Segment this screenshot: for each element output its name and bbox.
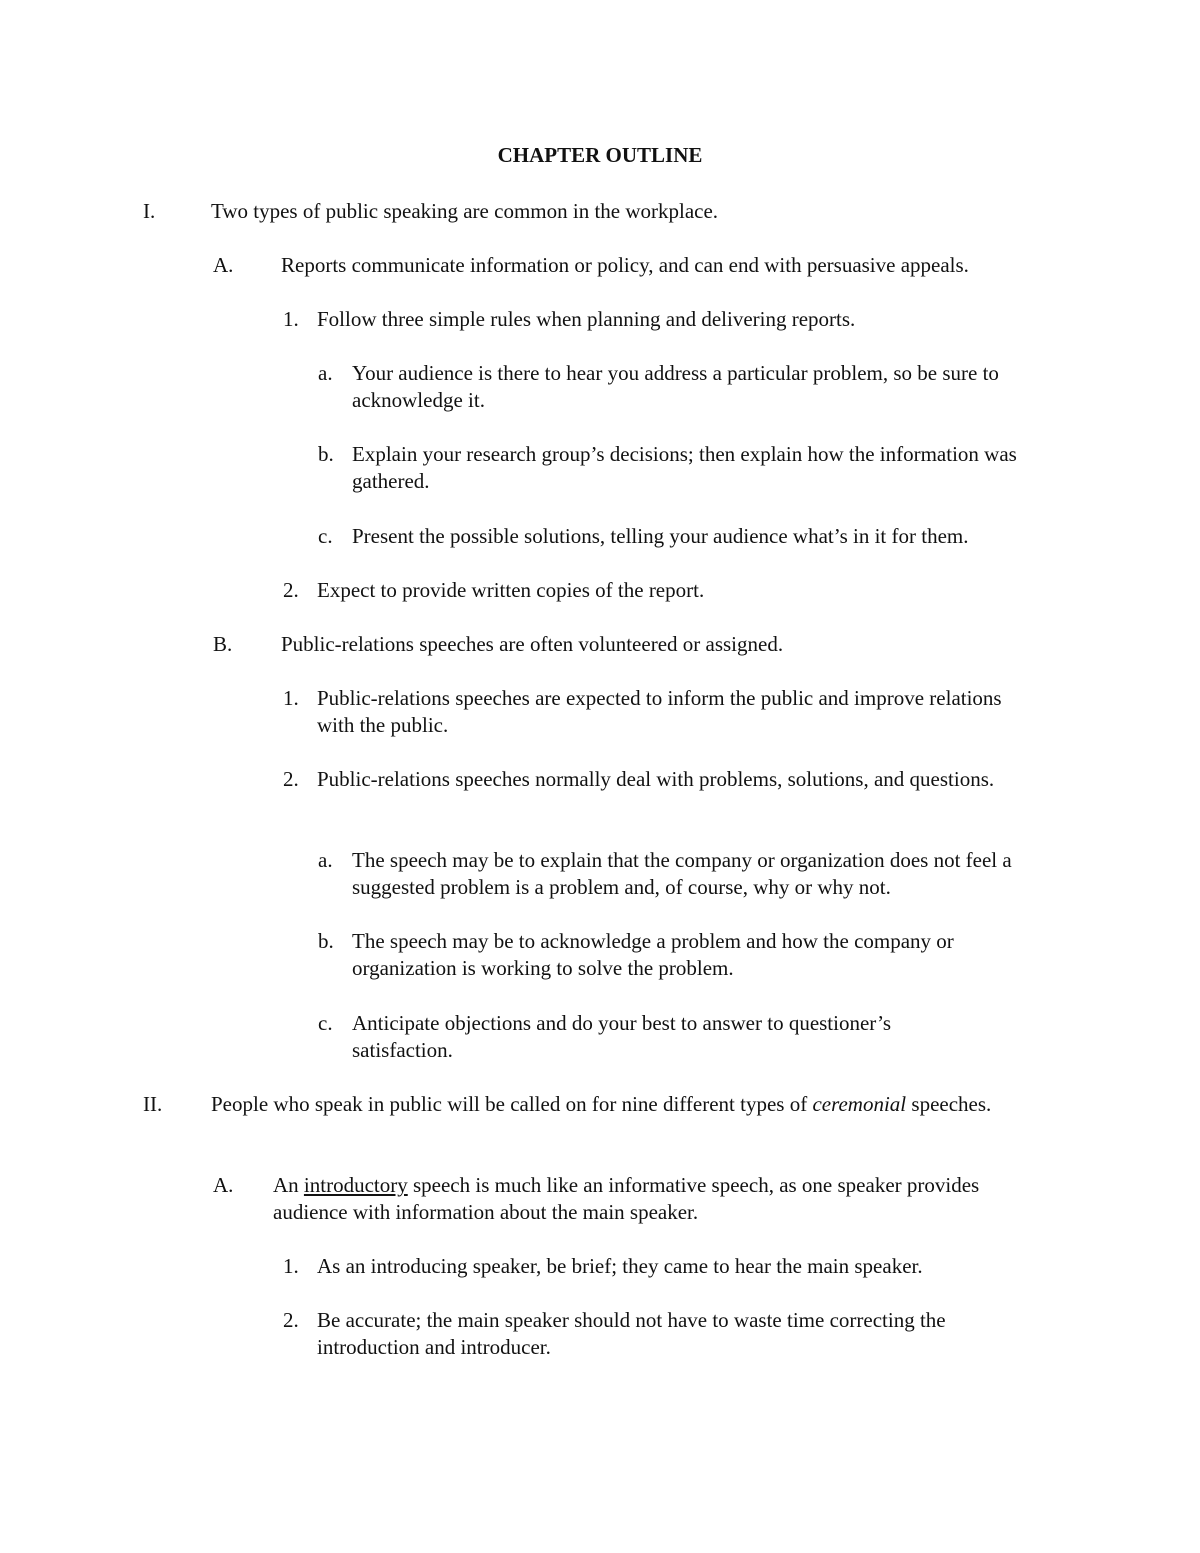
outline-text: Two types of public speaking are common in the workplace. [211,199,719,223]
outline-text-part: speech is much like an informative speech, as one speaker provides audience with information about the main speaker. [273,1173,980,1224]
outline-text: The speech may be to explain that the company or organization does not feel a suggested problem is a problem and, of course, why or why not. [352,848,1012,899]
page-title: CHAPTER OUTLINE [497,143,703,167]
emphasis-ceremonial: ceremonial [812,1092,907,1116]
outline-text: Public-relations speeches are expected to inform the public and improve relations with the public. [317,686,1002,737]
outline-text: Reports communicate information or policy, and can end with persuasive appeals. [281,253,969,277]
outline-text [211,1091,1011,1118]
outline-label: 2. [283,767,299,791]
outline-label: 2. [283,1308,299,1332]
outline-label: I. [143,199,156,223]
outline-label: A. [213,1173,234,1197]
outline-text: Explain your research group’s decisions; then explain how the information was gathered. [352,442,1017,493]
outline-text-part: speeches. [906,1092,992,1116]
outline-label: a. [318,848,333,872]
outline-text: Present the possible solutions, telling your audience what’s in it for them. [352,524,969,548]
outline-label: 2. [283,578,299,602]
outline-text: Anticipate objections and do your best to answer to questioner’s satisfaction. [352,1011,892,1062]
outline-label: 1. [283,686,299,710]
outline-label: b. [318,442,334,466]
outline-text-part: An [273,1173,304,1197]
outline-text: Public-relations speeches normally deal with problems, solutions, and questions. [317,767,995,791]
outline-text: Be accurate; the main speaker should not have to waste time correcting the introduction and introducer. [317,1308,946,1359]
outline-text [273,1172,1033,1226]
outline-label: c. [318,1011,333,1035]
outline-label: II. [143,1092,163,1116]
outline-text: As an introducing speaker, be brief; they came to hear the main speaker. [317,1254,923,1278]
outline-text: Your audience is there to hear you address a particular problem, so be sure to acknowledge it. [352,361,999,412]
outline-text: Public-relations speeches are often volunteered or assigned. [281,632,784,656]
outline-text: Follow three simple rules when planning and delivering reports. [317,307,856,331]
outline-text: Expect to provide written copies of the report. [317,578,705,602]
outline-label: A. [213,253,234,277]
outline-label: c. [318,524,333,548]
outline-text-part: People who speak in public will be called on for nine different types of [211,1092,813,1116]
outline-label: b. [318,929,334,953]
outline-label: B. [213,632,233,656]
outline-label: 1. [283,1254,299,1278]
underlined-term-introductory: introductory [303,1173,408,1197]
outline-text: The speech may be to acknowledge a problem and how the company or organization is working to solve the problem. [352,929,954,980]
outline-label: 1. [283,307,299,331]
outline-label: a. [318,361,333,385]
